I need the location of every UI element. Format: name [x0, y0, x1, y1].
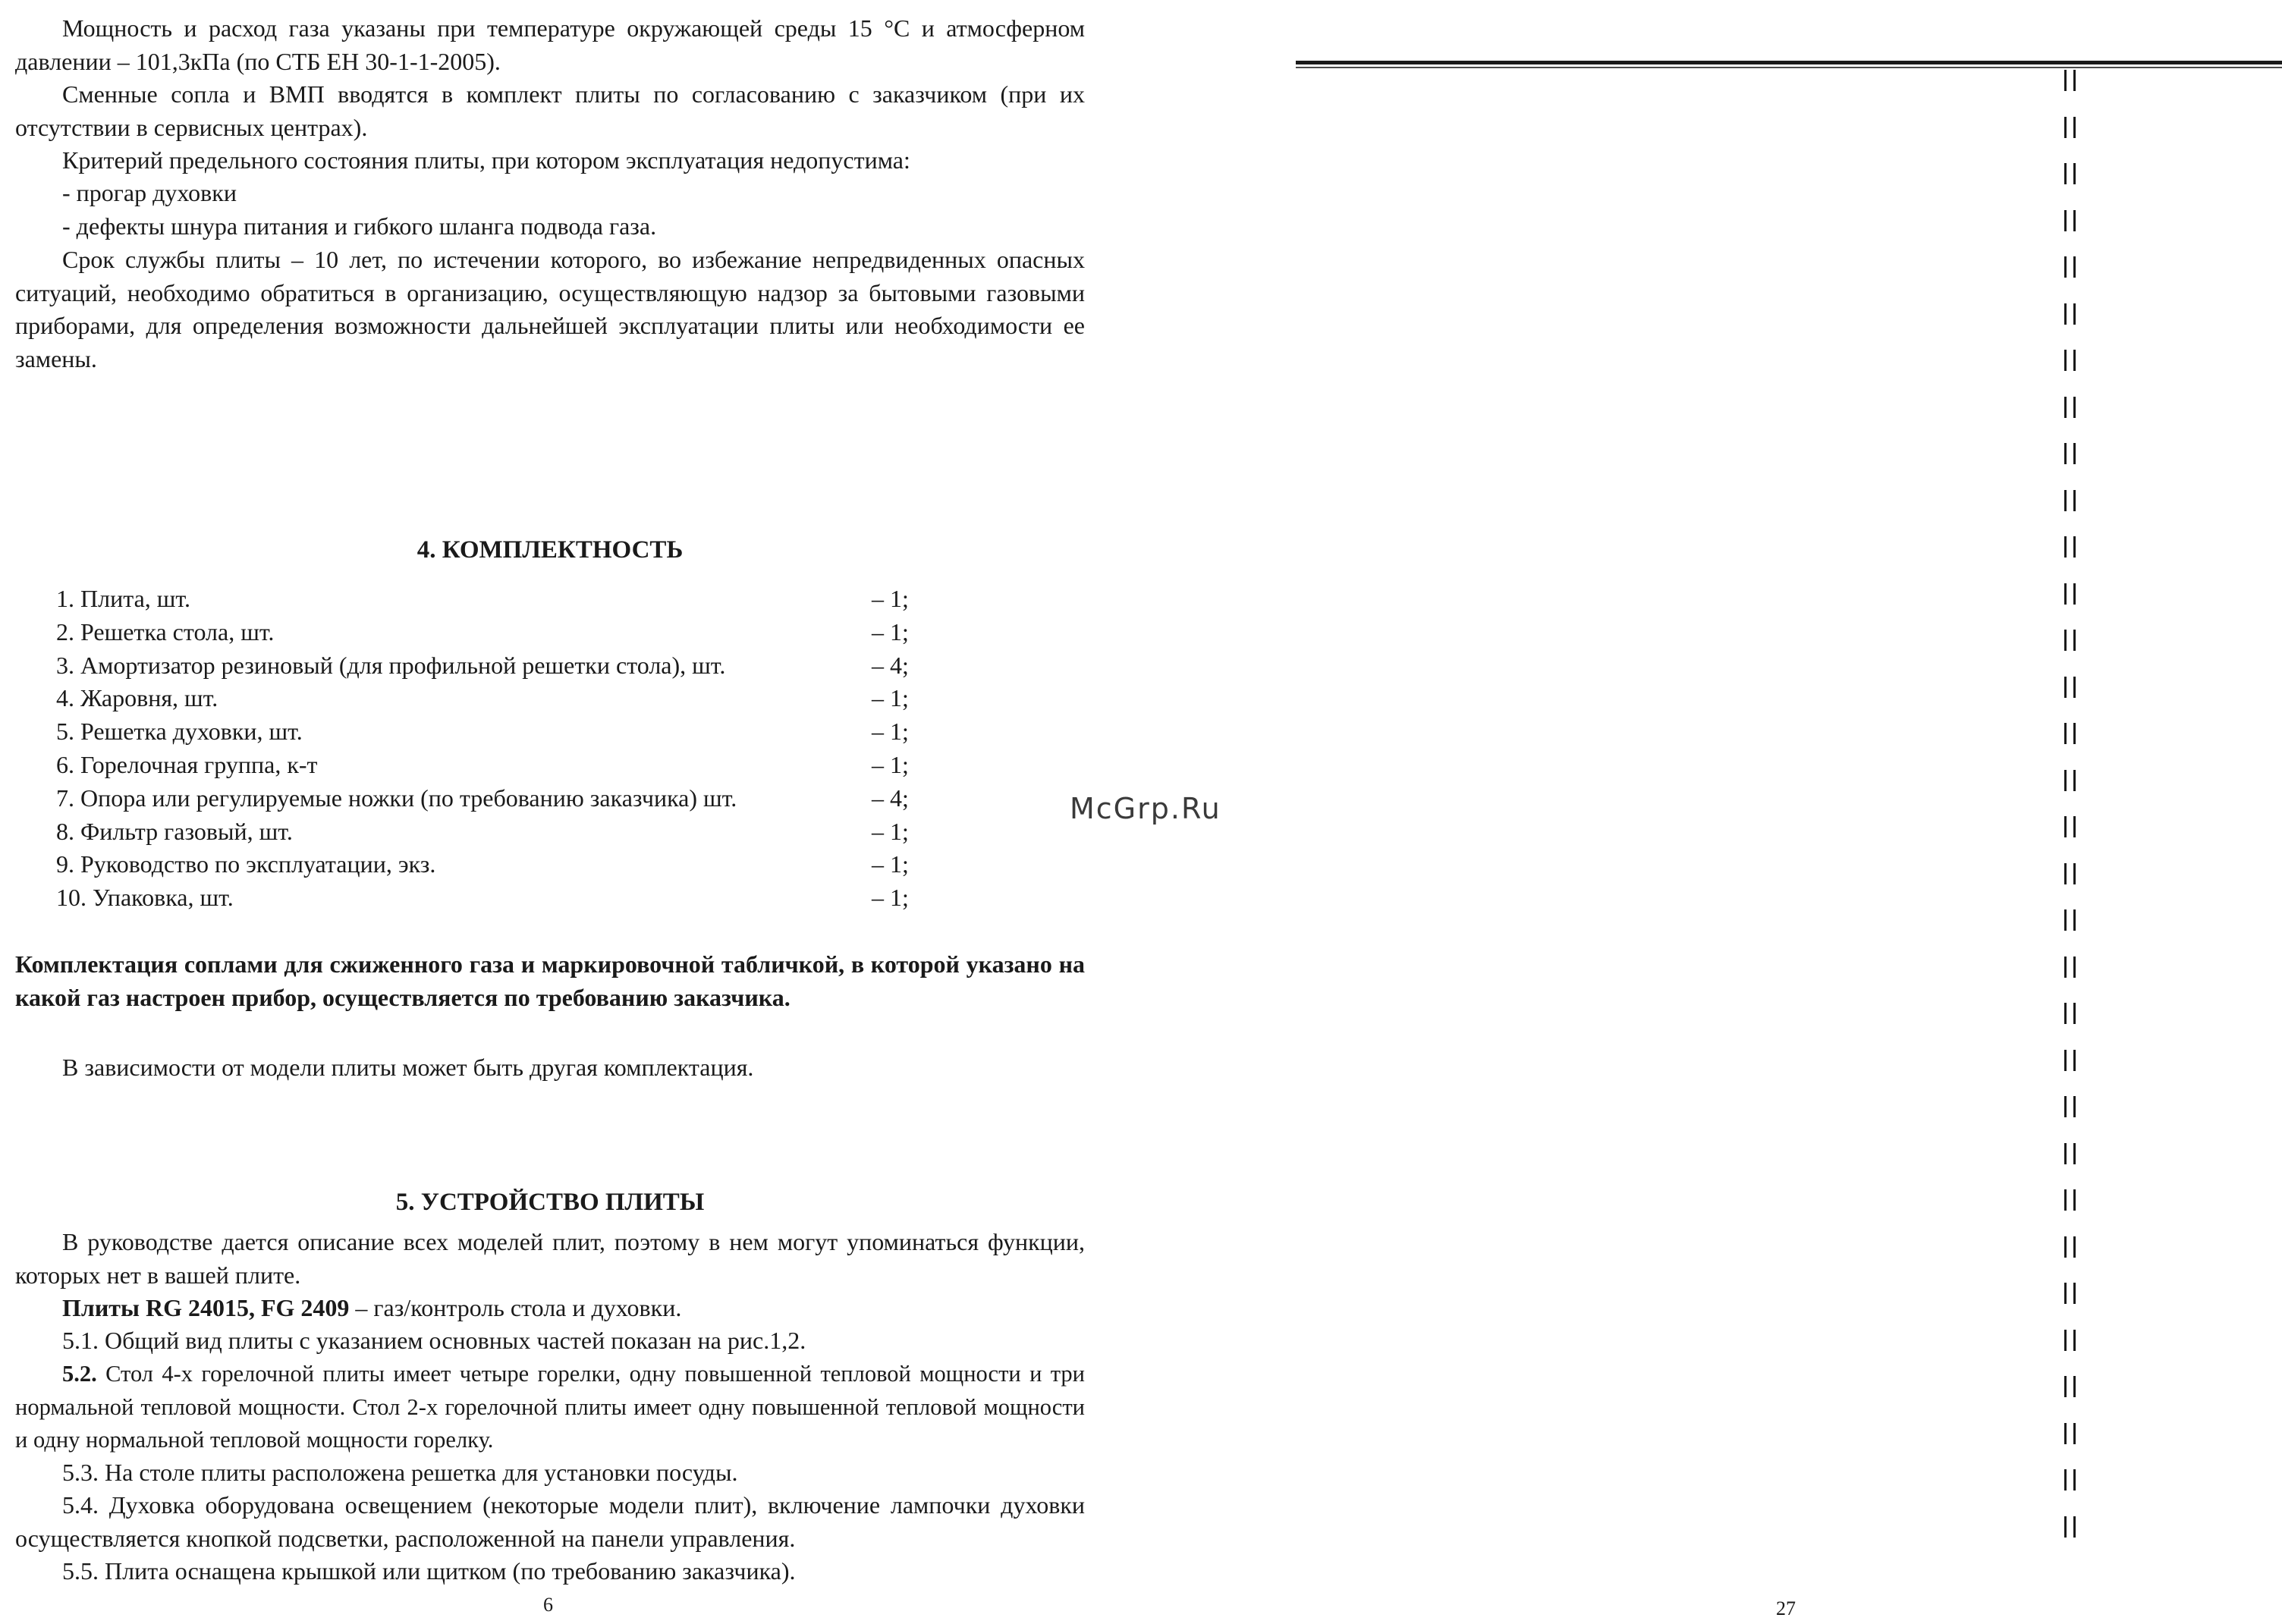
- top-rule-thin: [1296, 67, 2282, 68]
- list-item-text: 2. Решетка стола, шт.: [56, 617, 275, 646]
- cut-mark: [2060, 1280, 2083, 1327]
- list-item-qty: – 1;: [872, 585, 909, 612]
- paragraph-section5-intro: В руководстве дается описание всех моделей плит, поэтому в нем могут упоминаться функции, которых нет в вашей плите.: [15, 1228, 1085, 1289]
- list-item-text: 7. Опора или регулируемые ножки (по требованию заказчика) шт.: [56, 784, 737, 812]
- list-item-qty: – 1;: [872, 817, 909, 845]
- cut-mark: [2060, 160, 2083, 207]
- cut-mark: [2060, 1420, 2083, 1467]
- list-item-qty: – 1;: [872, 718, 909, 746]
- cut-mark: [2060, 580, 2083, 627]
- list-item-text: 4. Жаровня, шт.: [56, 684, 218, 712]
- cut-mark: [2060, 720, 2083, 767]
- cut-mark: [2060, 67, 2083, 114]
- cut-mark: [2060, 1233, 2083, 1280]
- list-item: [56, 848, 929, 881]
- cut-mark: [2060, 207, 2083, 254]
- equipment-list: [56, 583, 929, 915]
- list-item-text: 6. Горелочная группа, к-т: [56, 750, 318, 778]
- list-item: [56, 815, 929, 849]
- list-item-text: 10. Упаковка, шт.: [56, 884, 234, 912]
- cut-mark: [2060, 1140, 2083, 1187]
- paragraph-5-5: 5.5. Плита оснащена крышкой или щитком (по требованию заказчика).: [62, 1557, 796, 1585]
- list-item-qty: – 1;: [872, 617, 909, 646]
- list-item: [56, 682, 929, 715]
- list-item-qty: – 1;: [872, 884, 909, 912]
- list-item: [56, 715, 929, 749]
- section5-title: 5. УСТРОЙСТВО ПЛИТЫ: [395, 1189, 705, 1216]
- page-number-left: 6: [543, 1594, 553, 1616]
- paragraph-criteria-oven: - прогар духовки: [62, 179, 237, 206]
- list-item: [56, 881, 929, 915]
- section4-title: 4. КОМПЛЕКТНОСТЬ: [416, 536, 684, 564]
- paragraph-models: [15, 1292, 1085, 1325]
- cut-mark: [2060, 114, 2083, 161]
- list-item-qty: – 4;: [872, 651, 909, 679]
- list-item-text: 8. Фильтр газовый, шт.: [56, 817, 293, 845]
- paragraph-limit-criteria: Критерий предельного состояния плиты, при котором эксплуатация недопустима:: [62, 146, 910, 174]
- paragraph-nozzles-note: Сменные сопла и ВМП вводятся в комплект плиты по согласованию с заказчиком (при их отсутствии в сервисных центрах).: [15, 80, 1085, 141]
- p52-number: 5.2.: [62, 1361, 97, 1387]
- paragraph-service-life: Срок службы плиты – 10 лет, по истечении которого, во избежание непредвиденных опасных ситуаций, необходимо обратиться в организацию, осуществляющую надзор за бытовыми газовыми приборами, для определения возможности дальнейшей эксплуатации плиты или необходимости ее замены.: [15, 246, 1085, 372]
- cut-mark: [2060, 533, 2083, 580]
- watermark: McGrp.Ru: [1070, 792, 1221, 825]
- list-item: [56, 749, 929, 782]
- cut-mark: [2060, 953, 2083, 1000]
- left-page: [0, 0, 1108, 1624]
- list-item: [56, 583, 929, 616]
- cut-mark: [2060, 253, 2083, 300]
- list-item-text: 5. Решетка духовки, шт.: [56, 718, 303, 746]
- paragraph-model-note: В зависимости от модели плиты может быть другая комплектация.: [62, 1054, 754, 1081]
- models-rest: – газ/контроль стола и духовки.: [349, 1294, 682, 1321]
- cut-line: [2060, 67, 2083, 1560]
- right-page: [1290, 0, 2282, 1624]
- cut-mark: [2060, 487, 2083, 534]
- paragraph-5-3: 5.3. На столе плиты расположена решетка для установки посуды.: [62, 1459, 738, 1486]
- cut-mark: [2060, 1513, 2083, 1560]
- list-item-text: 3. Амортизатор резиновый (для профильной решетки стола), шт.: [56, 651, 726, 679]
- cut-mark: [2060, 440, 2083, 487]
- cut-mark: [2060, 1093, 2083, 1140]
- cut-mark: [2060, 674, 2083, 721]
- cut-mark: [2060, 394, 2083, 441]
- models-bold: Плиты RG 24015, FG 2409: [62, 1294, 350, 1321]
- list-item-qty: – 1;: [872, 684, 909, 712]
- p52-text: Стол 4-х горелочной плиты имеет четыре горелки, одну повышенной тепловой мощности и три нормальной тепловой мощности. Стол 2-х горелочной плиты имеет одну повышенной тепловой мощности и одну нормальной тепловой мощности горелку.: [15, 1361, 1085, 1453]
- list-item: [56, 649, 929, 683]
- list-item-text: 1. Плита, шт.: [56, 585, 190, 612]
- cut-mark: [2060, 1466, 2083, 1513]
- list-item-qty: – 1;: [872, 850, 909, 878]
- list-item: [56, 782, 929, 815]
- cut-mark: [2060, 767, 2083, 814]
- cut-mark: [2060, 906, 2083, 953]
- cut-mark: [2060, 1327, 2083, 1374]
- list-item-qty: – 4;: [872, 784, 909, 812]
- cut-mark: [2060, 1186, 2083, 1233]
- paragraph-5-4: 5.4. Духовка оборудована освещением (некоторые модели плит), включение лампочки духовки осуществляется кнопкой подсветки, расположенной на панели управления.: [15, 1491, 1085, 1552]
- paragraph-power-note: Мощность и расход газа указаны при температуре окружающей среды 15 °С и атмосферном давлении – 101,3кПа (по СТБ ЕН 30-1-1-2005).: [15, 14, 1085, 75]
- page-number-right: 27: [1776, 1597, 1796, 1619]
- list-item-text: 9. Руководство по эксплуатации, экз.: [56, 850, 436, 878]
- paragraph-5-2: [15, 1358, 1085, 1457]
- cut-mark: [2060, 860, 2083, 907]
- top-rule: [1296, 61, 2282, 64]
- paragraph-nozzles-bold-note: Комплектация соплами для сжиженного газа и маркировочной табличкой, в которой указано на какой газ настроен прибор, осуществляется по требованию заказчика.: [15, 950, 1085, 1011]
- cut-mark: [2060, 1047, 2083, 1094]
- cut-mark: [2060, 347, 2083, 394]
- cut-mark: [2060, 1373, 2083, 1420]
- list-item-qty: – 1;: [872, 750, 909, 778]
- cut-mark: [2060, 300, 2083, 347]
- cut-mark: [2060, 1000, 2083, 1047]
- paragraph-criteria-cord: - дефекты шнура питания и гибкого шланга подвода газа.: [62, 212, 657, 240]
- paragraph-5-1: 5.1. Общий вид плиты с указанием основных частей показан на рис.1,2.: [62, 1327, 806, 1354]
- cut-mark: [2060, 813, 2083, 860]
- cut-mark: [2060, 627, 2083, 674]
- list-item: [56, 616, 929, 649]
